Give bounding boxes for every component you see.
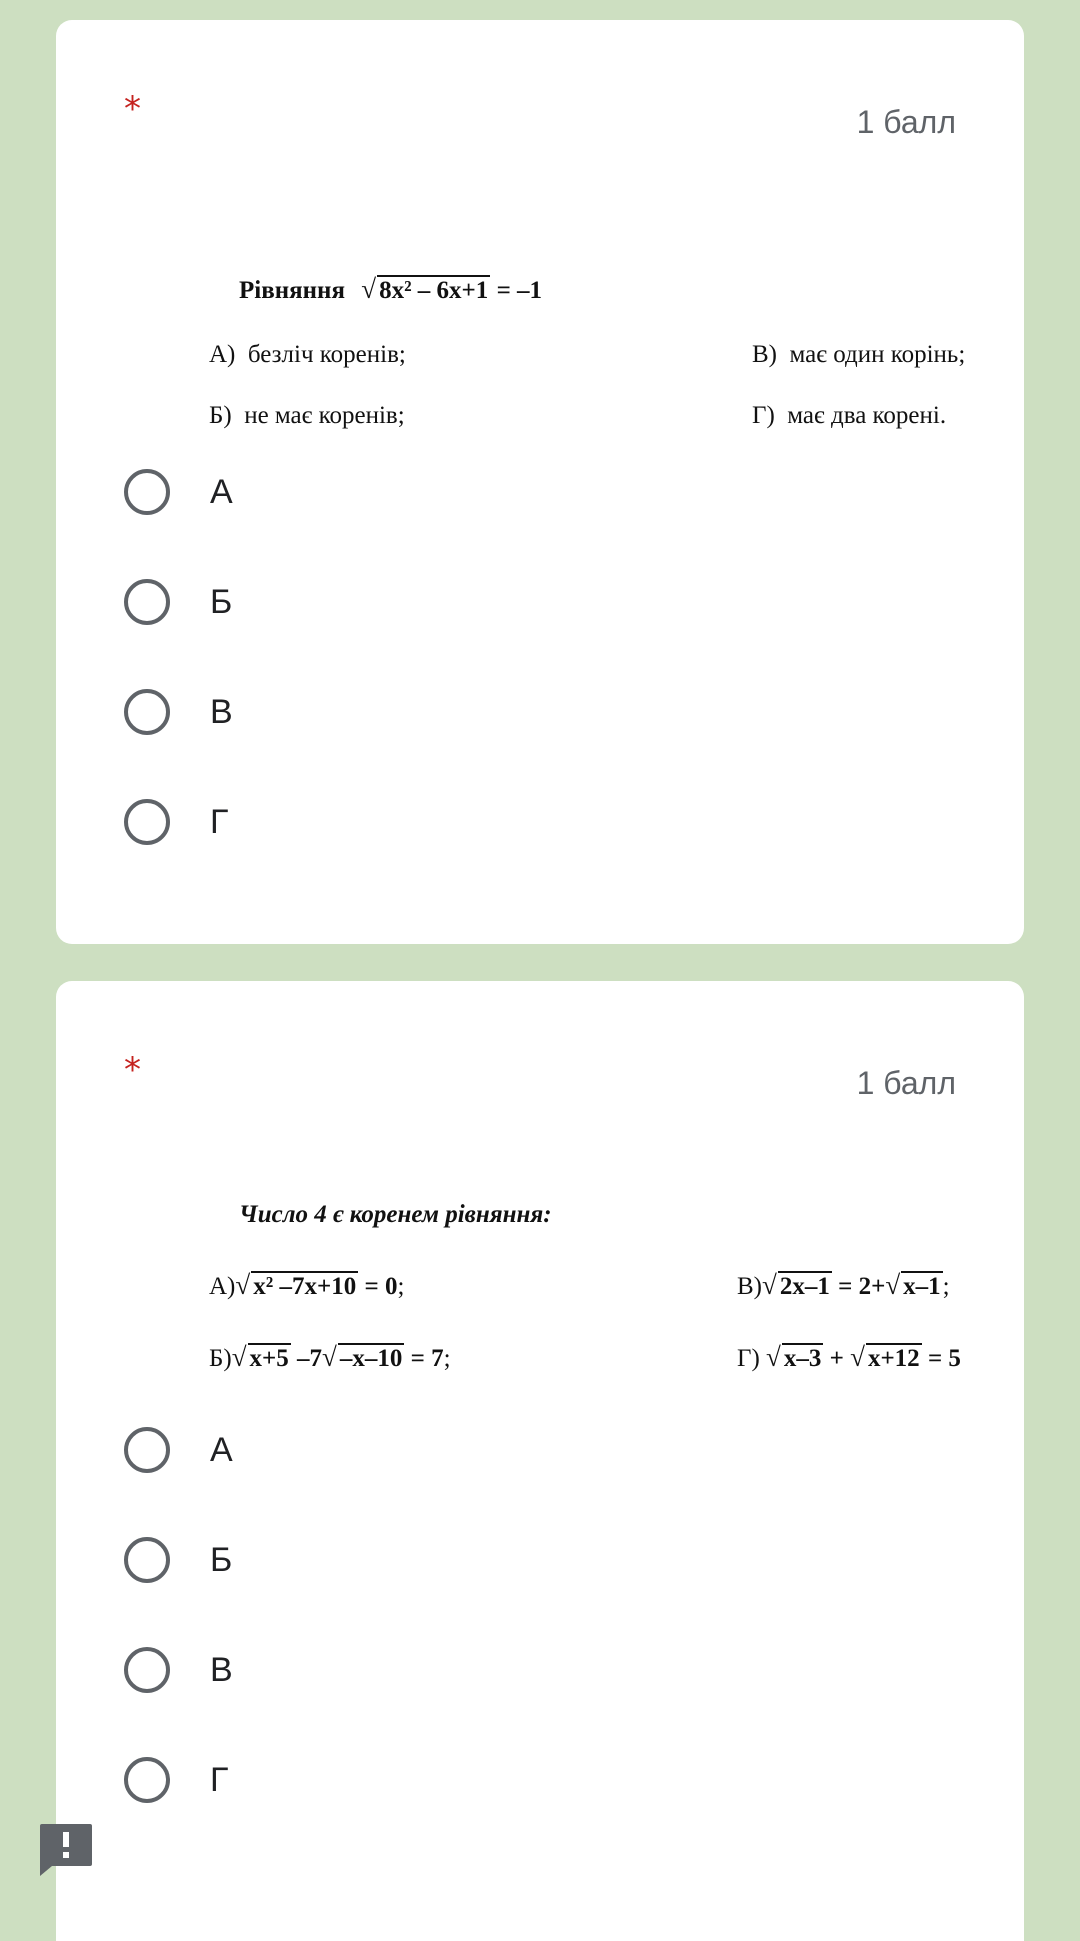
statement-option-b [209, 402, 405, 430]
choice-label: Г [210, 1760, 229, 1799]
option-text: має два корені. [787, 402, 947, 429]
report-feedback-icon[interactable] [38, 1822, 94, 1876]
equation-rhs: = 7 [404, 1345, 444, 1372]
required-asterisk: * [124, 1050, 141, 1090]
radicand: –x–10 [339, 1345, 403, 1372]
punctuation: ; [443, 1345, 451, 1372]
required-asterisk: * [124, 89, 141, 129]
choice-label: А [210, 1430, 233, 1469]
statement-option-g: Г) √ x–3 + √ x+12 = 5 [737, 1342, 961, 1372]
radicand: x² –7x+10 [253, 1273, 357, 1300]
equation-middle: + [823, 1345, 851, 1372]
radio-unchecked-icon[interactable] [124, 1757, 170, 1803]
choice-b[interactable] [124, 574, 232, 630]
prompt-equation: √ 8x² – 6x+1 = –1 [361, 274, 543, 304]
option-text: безліч коренів; [247, 341, 406, 368]
option-letter: Б) [209, 1345, 232, 1372]
equation-rhs: = –1 [490, 277, 543, 304]
prompt-label: Рівняння [239, 277, 345, 304]
choice-g[interactable] [124, 794, 228, 850]
statement-option-a: А)√ x² –7x+10 = 0; [209, 1270, 405, 1300]
choice-label: В [210, 692, 233, 731]
question-prompt [239, 274, 542, 305]
statement-option-g [752, 402, 946, 430]
choice-g[interactable] [124, 1752, 228, 1808]
question-prompt: Число 4 є коренем рівняння: [239, 1201, 552, 1228]
option-letter: А) [209, 341, 236, 368]
punctuation: ; [942, 1273, 950, 1300]
question-image [144, 242, 964, 442]
statement-option-a [209, 341, 406, 369]
radicand: x+5 [249, 1345, 289, 1372]
equation-middle: = 2+ [831, 1273, 886, 1300]
choice-label: А [210, 472, 233, 511]
statement-option-v [752, 341, 965, 369]
choice-label: Б [210, 1540, 233, 1579]
statement-option-b: Б)√ x+5 –7√ –x–10 = 7; [209, 1342, 451, 1372]
radicand: 8x² – 6x+1 [379, 277, 489, 304]
option-text: не має коренів; [244, 402, 405, 429]
choice-a[interactable] [124, 1422, 233, 1478]
option-letter: Г) [737, 1345, 760, 1372]
radio-unchecked-icon[interactable] [124, 1537, 170, 1583]
equation-rhs: = 5 [921, 1345, 961, 1372]
choice-label: Б [210, 582, 233, 621]
option-letter: Г) [752, 402, 775, 429]
choice-label: Г [210, 802, 229, 841]
radio-unchecked-icon[interactable] [124, 1427, 170, 1473]
points-label: 1 балл [856, 104, 956, 140]
question-card-1 [56, 20, 1024, 944]
choice-b[interactable] [124, 1532, 232, 1588]
punctuation: ; [397, 1273, 405, 1300]
option-letter: В) [752, 341, 777, 368]
radio-unchecked-icon[interactable] [124, 689, 170, 735]
question-card-2 [56, 981, 1024, 1941]
option-letter: Б) [209, 402, 232, 429]
radio-unchecked-icon[interactable] [124, 469, 170, 515]
option-letter: А) [209, 1273, 236, 1300]
question-image [144, 1187, 964, 1397]
choice-a[interactable] [124, 464, 233, 520]
radicand: x–3 [783, 1345, 822, 1372]
statement-option-v: В)√ 2x–1 = 2+√ x–1; [737, 1270, 950, 1300]
option-text: має один корінь; [789, 341, 966, 368]
radio-unchecked-icon[interactable] [124, 1647, 170, 1693]
radicand: x–1 [903, 1273, 941, 1300]
coefficient: –7 [290, 1345, 323, 1372]
equation-rhs: = 0 [358, 1273, 398, 1300]
choice-v[interactable] [124, 1642, 233, 1698]
radio-unchecked-icon[interactable] [124, 579, 170, 625]
choice-v[interactable] [124, 684, 233, 740]
radicand: x+12 [867, 1345, 920, 1372]
option-letter: В) [737, 1273, 762, 1300]
choice-label: В [210, 1650, 233, 1689]
radio-unchecked-icon[interactable] [124, 799, 170, 845]
radicand: 2x–1 [779, 1273, 830, 1300]
points-label: 1 балл [856, 1065, 956, 1101]
